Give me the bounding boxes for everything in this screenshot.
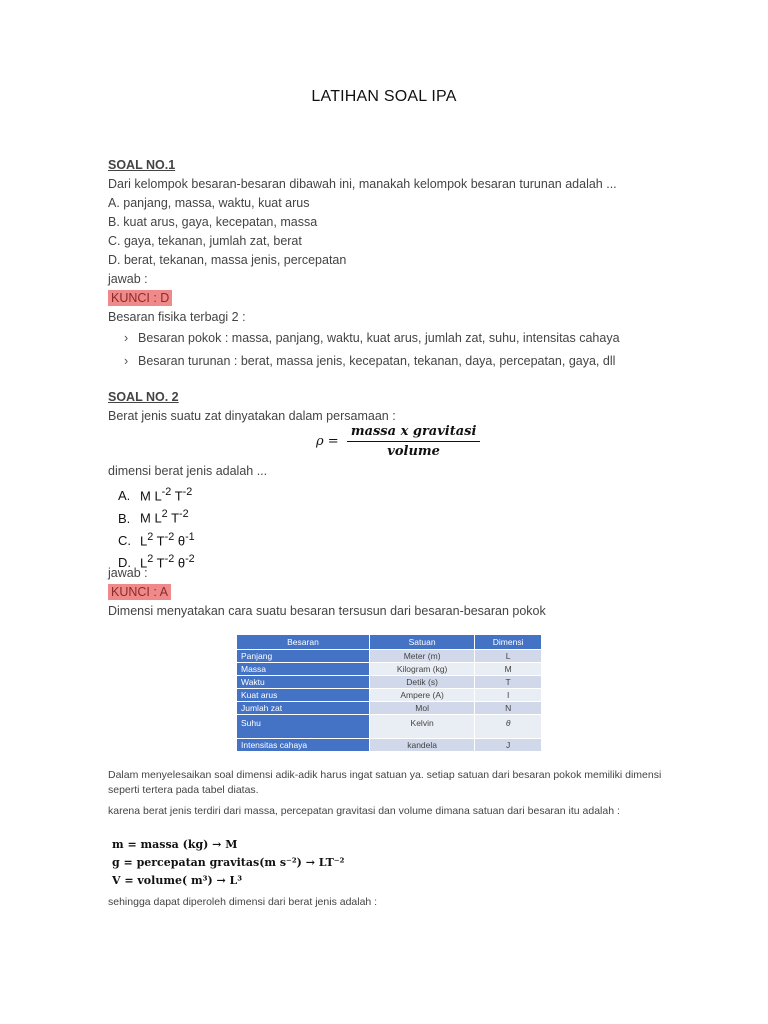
formula-lhs: ρ = (316, 434, 339, 449)
table-header: Besaran (237, 635, 370, 650)
formula-fraction (347, 424, 481, 459)
option-letter: B. (118, 510, 131, 526)
page-title: LATIHAN SOAL IPA (311, 88, 457, 105)
soal-2-header (108, 388, 668, 426)
option-text: L (140, 555, 148, 571)
bullet-text: Besaran turunan : berat, massa jenis, kecepatan, tekanan, daya, percepatan, gaya, dll (138, 354, 616, 368)
soal-2-answer (108, 564, 668, 621)
option-letter: D. (118, 555, 131, 571)
soal-1-section (108, 156, 668, 373)
soal-1-jawab: jawab : (108, 272, 148, 286)
chevron-right-icon: › (124, 331, 129, 345)
paragraph-satuan: Dalam menyelesaikan soal dimensi adik-adik harus ingat satuan ya. setiap satuan dari besaran pokok memiliki dimensi seperti tertera pada tabel diatas. (108, 769, 662, 796)
soal-1-question: Dari kelompok besaran-besaran dibawah ini, manakah kelompok besaran turunan adalah ... (108, 177, 617, 191)
option-text: T (153, 532, 165, 548)
table-cell: Massa (237, 663, 370, 676)
option-sup: -2 (164, 552, 175, 565)
table-cell: Detik (s) (369, 676, 474, 689)
table-cell: M (475, 663, 542, 676)
table-header-row (237, 635, 542, 650)
option-sup: 2 (147, 552, 154, 565)
soal-1-kunci: KUNCI : D (108, 290, 172, 306)
option-sup: -2 (185, 552, 195, 565)
table-cell: N (475, 702, 542, 715)
table-cell: L (475, 650, 542, 663)
option-letter: A. (118, 488, 131, 504)
option-sup: 2 (161, 508, 168, 521)
table-cell: J (475, 739, 542, 752)
table-cell: Ampere (A) (369, 689, 474, 702)
table-header: Dimensi (475, 635, 542, 650)
closing-text: sehingga dapat diperoleh dimensi dari berat jenis adalah : (108, 896, 378, 908)
soal-2-option-a (118, 483, 195, 505)
table-cell: Jumlah zat (237, 702, 370, 715)
soal-2-heading: SOAL NO. 2 (108, 390, 179, 404)
table-row (237, 650, 542, 663)
table-cell: Kilogram (kg) (369, 663, 474, 676)
soal-2-option-b (118, 505, 195, 527)
table-cell: Meter (m) (369, 650, 474, 663)
option-text: M L (140, 488, 162, 504)
option-text: T (167, 510, 180, 526)
table-row (237, 702, 542, 715)
soal-1-option-b: B. kuat arus, gaya, kecepatan, massa (108, 215, 318, 229)
table-header: Satuan (369, 635, 474, 650)
formula-numerator: massa x gravitasi (347, 424, 481, 442)
paragraph-berat-jenis: karena berat jenis terdiri dari massa, percepatan gravitasi dan volume dimana satuan dari besaran itu adalah : (108, 805, 620, 817)
soal-2-kunci: KUNCI : A (108, 584, 171, 600)
soal-2-option-c (118, 528, 195, 550)
option-sup: 2 (147, 530, 154, 543)
option-sup: -2 (182, 486, 193, 498)
dimension-table (236, 634, 542, 752)
chevron-right-icon: › (124, 354, 129, 368)
equation-line: g = percepatan gravitas(m s⁻²) → LT⁻² (112, 856, 345, 869)
option-text: L (140, 532, 148, 548)
option-sup: -2 (161, 486, 172, 498)
bullet-text: Besaran pokok : massa, panjang, waktu, kuat arus, jumlah zat, suhu, intensitas cahaya (138, 331, 620, 345)
soal-1-option-a: A. panjang, massa, waktu, kuat arus (108, 196, 310, 210)
option-letter: C. (118, 532, 131, 548)
table-cell: T (475, 676, 542, 689)
option-text: T (171, 488, 183, 504)
table-row (237, 663, 542, 676)
table-row (237, 689, 542, 702)
soal-2-options (118, 483, 195, 572)
soal-2-jawab: jawab : (108, 566, 148, 580)
soal-2-prompt: dimensi berat jenis adalah ... (108, 464, 268, 478)
option-text: T (153, 555, 165, 571)
table-cell: Kelvin (369, 715, 474, 739)
equation-block (112, 836, 344, 890)
option-sup: -1 (185, 530, 195, 543)
option-text: θ (174, 532, 186, 548)
option-text: M L (140, 510, 162, 526)
option-sup: -2 (179, 508, 189, 521)
formula-denominator: volume (387, 444, 440, 459)
table-row (237, 739, 542, 752)
table-cell: I (475, 689, 542, 702)
option-sup: -2 (164, 530, 175, 543)
table-row (237, 676, 542, 689)
soal-1-option-c: C. gaya, tekanan, jumlah zat, berat (108, 234, 302, 248)
option-text: θ (174, 555, 186, 571)
table-cell: Kuat arus (237, 689, 370, 702)
table-cell: θ (475, 715, 542, 739)
soal-2-explain: Dimensi menyatakan cara suatu besaran tersusun dari besaran-besaran pokok (108, 604, 546, 618)
table-cell: Mol (369, 702, 474, 715)
equation-line: V = volume( m³) → L³ (112, 874, 243, 887)
soal-1-explain: Besaran fisika terbagi 2 : (108, 310, 246, 324)
soal-1-option-d: D. berat, tekanan, massa jenis, percepatan (108, 253, 347, 267)
soal-2-question: Berat jenis suatu zat dinyatakan dalam persamaan : (108, 409, 396, 423)
soal-1-heading: SOAL NO.1 (108, 158, 176, 172)
table-cell: Intensitas cahaya (237, 739, 370, 752)
table-cell: Waktu (237, 676, 370, 689)
bullet-item (108, 350, 668, 373)
table-cell: Suhu (237, 715, 370, 739)
table-cell: kandela (369, 739, 474, 752)
table-row (237, 715, 542, 739)
equation-line: m = massa (kg) → M (112, 838, 238, 851)
bullet-item (108, 327, 668, 350)
table-cell: Panjang (237, 650, 370, 663)
density-formula (316, 424, 480, 459)
